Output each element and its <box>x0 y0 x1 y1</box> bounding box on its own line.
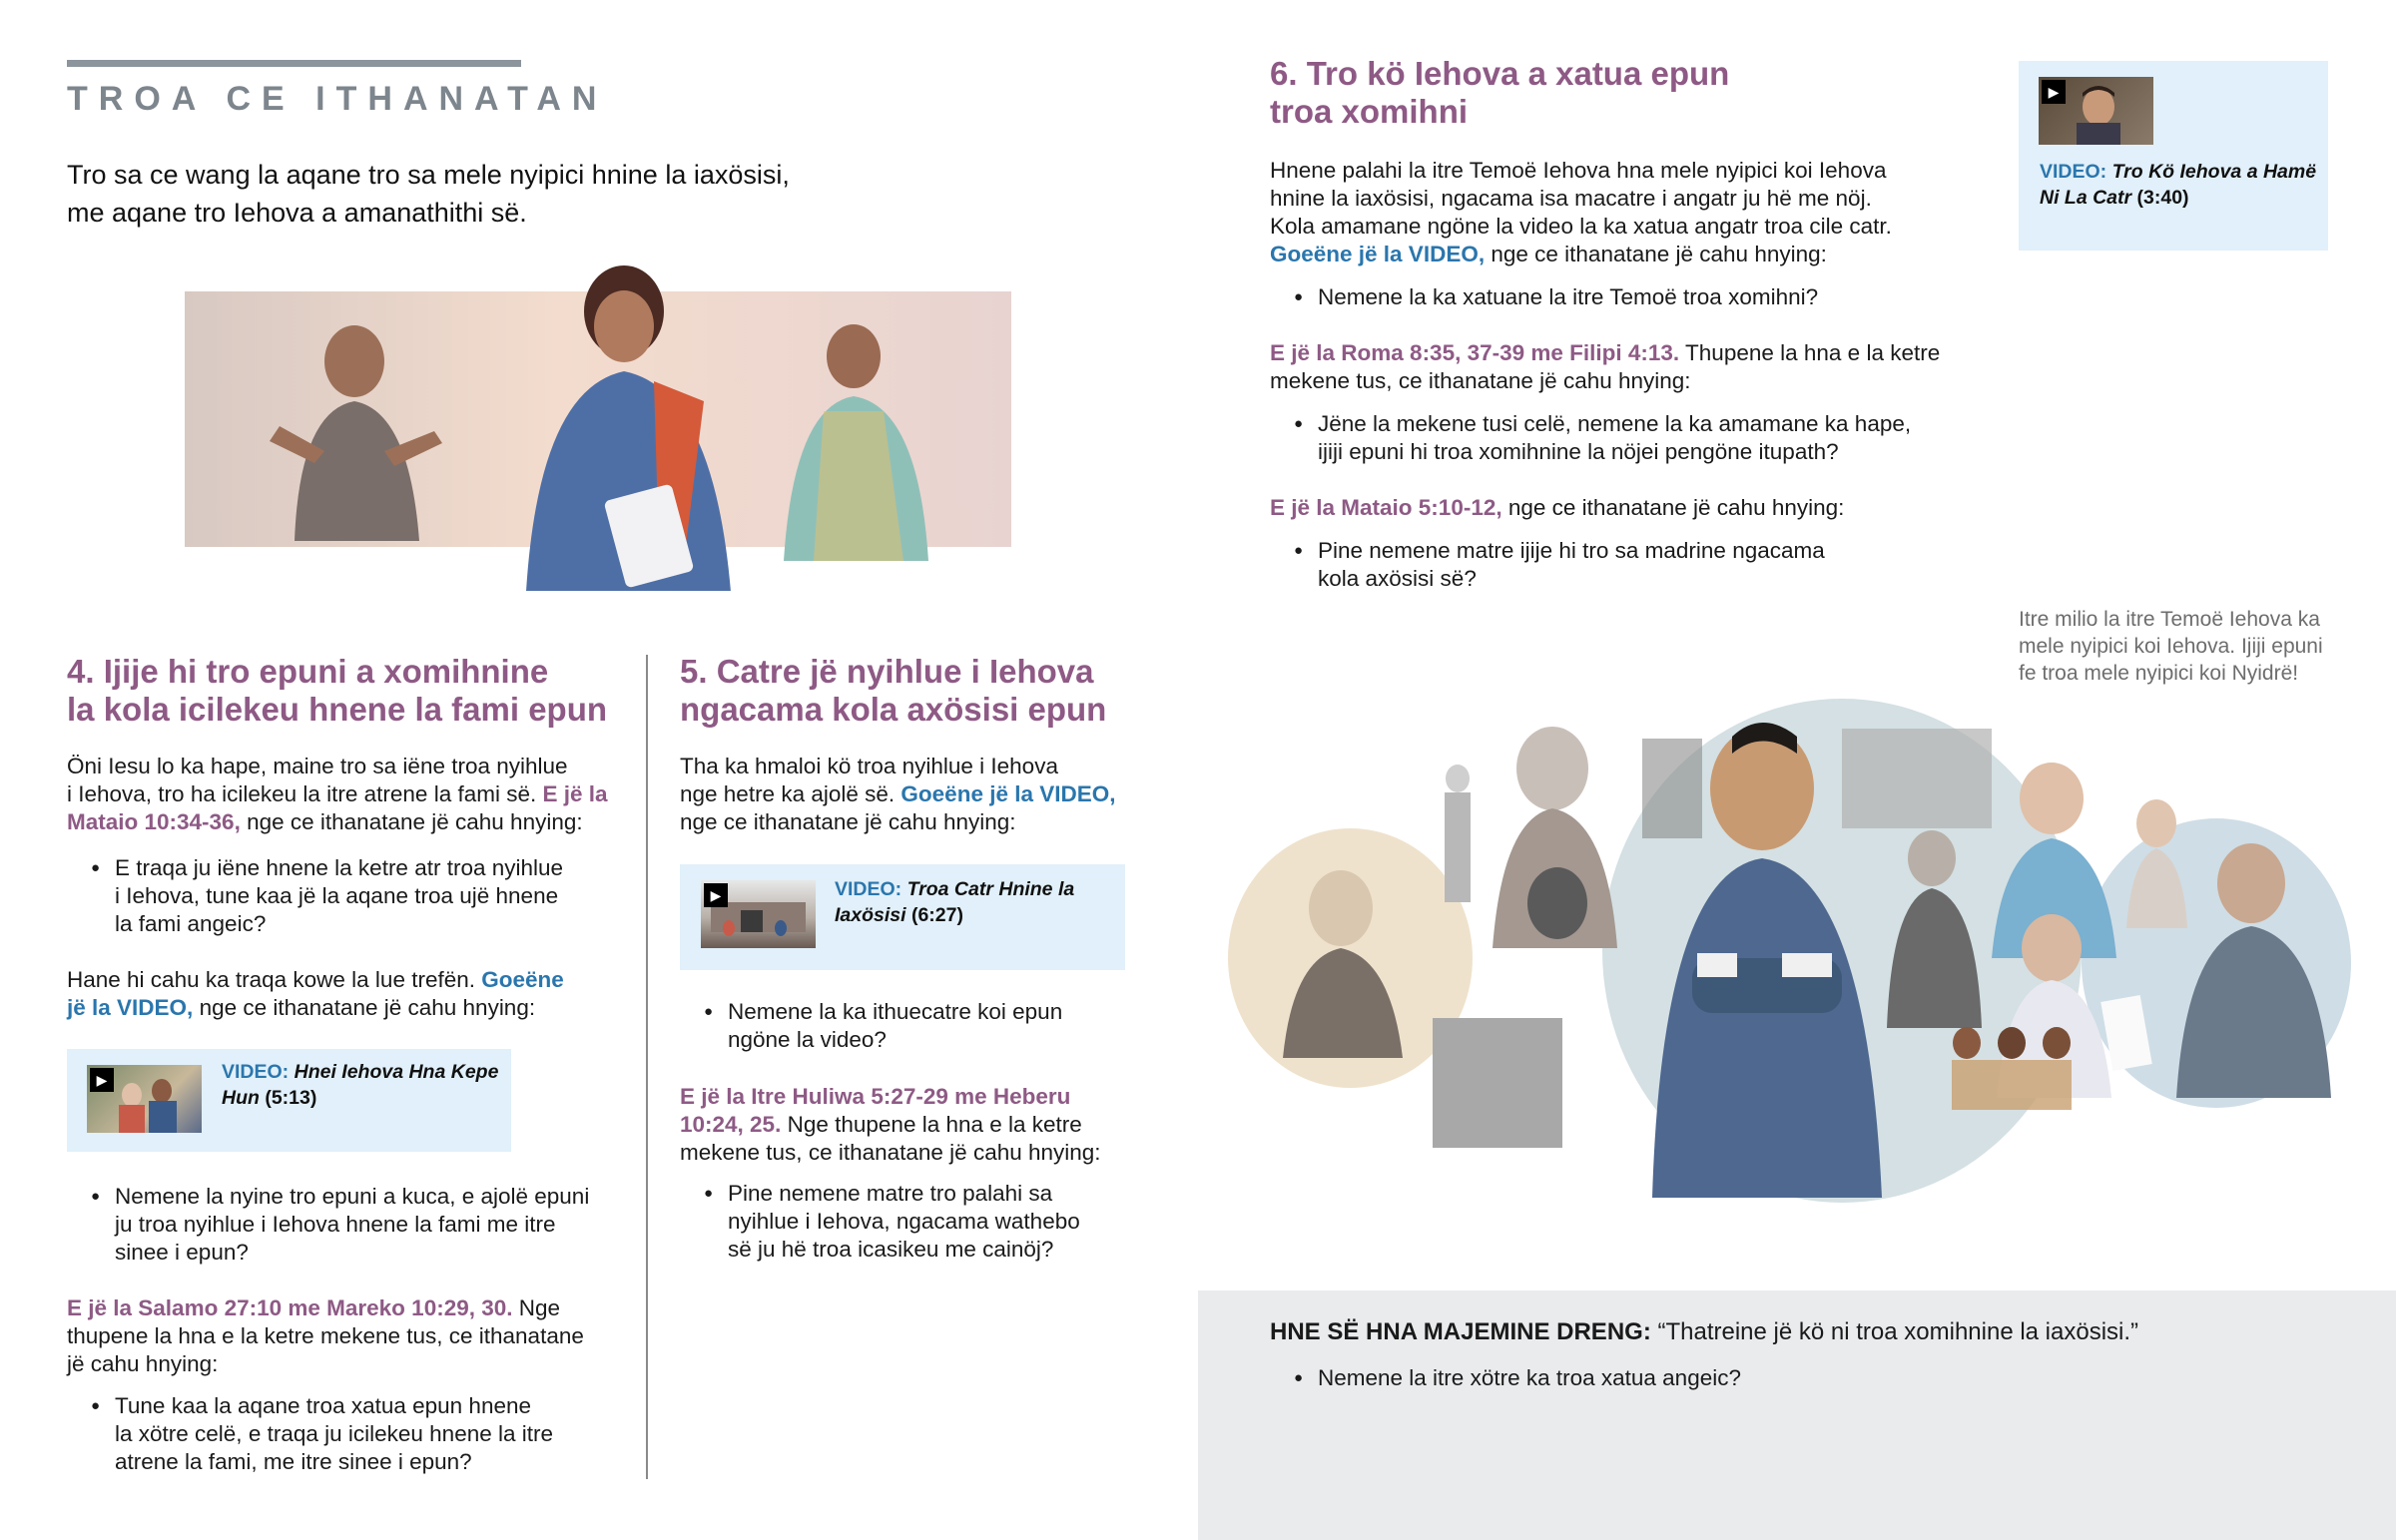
video-caption: VIDEO: Tro Kö Iehova a Hamë Ni La Catr (3:40) <box>2040 161 2317 209</box>
review-quote: “Thatreine jë kö ni troa xomihnine la iaxösisi.” <box>1657 1318 2139 1345</box>
watch-video-link-cont[interactable]: jë la VIDEO, <box>67 995 194 1020</box>
section-6-paragraph-1: Hnene palahi la itre Temoë Iehova hna mele nyipici koi Iehova hnine la iaxösisi, ngacama isa macatre i angatr ju hë me nöj. Kola amamane ngöne la video la ka xatua angatr troa cile catr. Goeëne jë la VIDEO, nge ce ithanatane jë cahu hnying: <box>1270 158 1892 266</box>
review-label: HNE SË HNA MAJEMINE DRENG: <box>1270 1318 1651 1345</box>
header-rule <box>67 60 521 67</box>
video-thumbnail[interactable] <box>701 880 816 948</box>
image-caption: Itre milio la itre Temoë Iehova ka mele nyipici koi Iehova. Ijiji epuni fe troa mele nyipici koi Nyidrë! <box>2019 608 2323 685</box>
play-icon[interactable]: ▶ <box>90 1068 114 1092</box>
video-box-hnei-iehova[interactable] <box>67 1049 511 1152</box>
watch-video-link[interactable]: Goeëne <box>481 967 564 992</box>
section-4-paragraph-3: E jë la Salamo 27:10 me Mareko 10:29, 30. Nge thupene la hna e la ketre mekene tus, ce ithanatane jë cahu hnying: <box>67 1295 584 1376</box>
review-bullet: ● Nemene la itre xötre ka troa xatua angeic? <box>1270 1364 2348 1392</box>
section-4-bullet-2: ● Nemene la nyine tro epuni a kuca, e ajolë epuni ju troa nyihlue i Iehova hnene la fami me itre sinee i epun? <box>67 1183 646 1267</box>
family-illustration <box>185 291 1011 547</box>
section-4-paragraph-1: Öni Iesu lo ka hape, maine tro sa iëne troa nyihlue i Iehova, tro ha icilekeu la itre atrene la fami së. E jë la Mataio 10:34-36, nge ce ithanatane jë cahu hnying: <box>67 754 608 834</box>
intro-text: Tro sa ce wang la aqane tro sa mele nyipici hnine la iaxösisi, me aqane tro Iehova a amanathithi së. <box>67 160 790 228</box>
section-6-bullet-3: ● Pine nemene matre ijije hi tro sa madrine ngacama kola axösisi së? <box>1270 537 1969 593</box>
video-thumbnail[interactable] <box>2039 77 2153 145</box>
watch-video-link[interactable]: Goeëne jë la VIDEO, <box>1270 242 1486 266</box>
scripture-ref-roma[interactable]: E jë la Roma 8:35, 37-39 me Filipi 4:13. <box>1270 340 1680 365</box>
video-box-tro-ko-iehova[interactable] <box>2019 61 2328 251</box>
watch-video-link[interactable]: Goeëne jë la VIDEO, <box>900 781 1116 806</box>
section-6-bullet-2: ● Jëne la mekene tusi celë, nemene la ka amamane ka hape, ijiji epuni hi troa xomihnine la nöjei pengöne itupath? <box>1270 410 1969 466</box>
scripture-ref-mataio[interactable]: Mataio 10:34-36, <box>67 809 241 834</box>
play-icon[interactable]: ▶ <box>704 883 728 907</box>
section-6-bullet-1: ● Nemene la ka xatuane la itre Temoë troa xomihni? <box>1270 283 1969 311</box>
video-box-troa-catr[interactable] <box>680 864 1125 970</box>
scripture-ref-mataio-link[interactable]: E jë la <box>542 781 608 806</box>
section-6-heading: 6. Tro kö Iehova a xatua epun troa xomihni <box>1270 55 1730 130</box>
section-6-paragraph-3: E jë la Mataio 5:10-12, nge ce ithanatane jë cahu hnying: <box>1270 495 1845 520</box>
page-title: TROA CE ITHANATAN <box>67 80 608 118</box>
section-6-paragraph-2: E jë la Roma 8:35, 37-39 me Filipi 4:13. Thupene la hna e la ketre mekene tus, ce ithanatane jë cahu hnying: <box>1270 340 1941 393</box>
collage-figures <box>1223 699 2356 1218</box>
column-divider <box>646 655 648 1479</box>
scripture-ref-salamo[interactable]: E jë la Salamo 27:10 me Mareko 10:29, 30. <box>67 1295 513 1320</box>
review-question <box>1270 1318 2348 1346</box>
section-5-heading: 5. Catre jë nyihlue i Iehova ngacama kola axösisi epun <box>680 653 1107 728</box>
section-5-bullet-1: ● Nemene la ka ithuecatre koi epun ngöne la video? <box>680 998 1199 1054</box>
scripture-ref-heberu[interactable]: 10:24, 25. <box>680 1112 782 1137</box>
video-caption: VIDEO: Hnei Iehova Hna Kepe Hun (5:13) <box>222 1061 499 1109</box>
section-4-paragraph-2: Hane hi cahu ka traqa kowe la lue trefën. Goeëne jë la VIDEO, nge ce ithanatane jë cahu hnying: <box>67 967 564 1020</box>
faithful-witnesses-illustration <box>1223 699 2356 1218</box>
video-thumbnail[interactable] <box>87 1065 202 1133</box>
section-5-paragraph-2: E jë la Itre Huliwa 5:27-29 me Heberu 10:24, 25. Nge thupene la hna e la ketre mekene tus, ce ithanatane jë cahu hnying: <box>680 1084 1101 1165</box>
section-5-bullet-2: ● Pine nemene matre tro palahi sa nyihlue i Iehova, ngacama wathebo së ju hë troa icasikeu me cainöj? <box>680 1180 1199 1264</box>
section-4-heading: 4. Ijije hi tro epuni a xomihnine la kola icilekeu hnene la fami epun <box>67 653 608 728</box>
scripture-ref-mataio-5[interactable]: E jë la Mataio 5:10-12, <box>1270 495 1502 520</box>
scripture-ref-itre-huliwa[interactable]: E jë la Itre Huliwa 5:27-29 me Heberu <box>680 1084 1071 1109</box>
section-4-bullet-3: ● Tune kaa la aqane troa xatua epun hnene la xötre celë, e traqa ju icilekeu hnene la itre atrene la fami, me itre sinee i epun? <box>67 1392 646 1476</box>
section-4-bullet-1: ● E traqa ju iëne hnene la ketre atr troa nyihlue i Iehova, tune kaa jë la aqane troa ujë hnene la fami angeic? <box>67 854 646 938</box>
section-5-paragraph-1: Tha ka hmaloi kö troa nyihlue i Iehova nge hetre ka ajolë së. Goeëne jë la VIDEO, nge ce ithanatane jë cahu hnying: <box>680 754 1116 834</box>
video-caption: VIDEO: Troa Catr Hnine la Iaxösisi (6:27) <box>835 878 1075 926</box>
family-scene-image <box>185 242 1011 591</box>
play-icon[interactable]: ▶ <box>2042 80 2066 104</box>
